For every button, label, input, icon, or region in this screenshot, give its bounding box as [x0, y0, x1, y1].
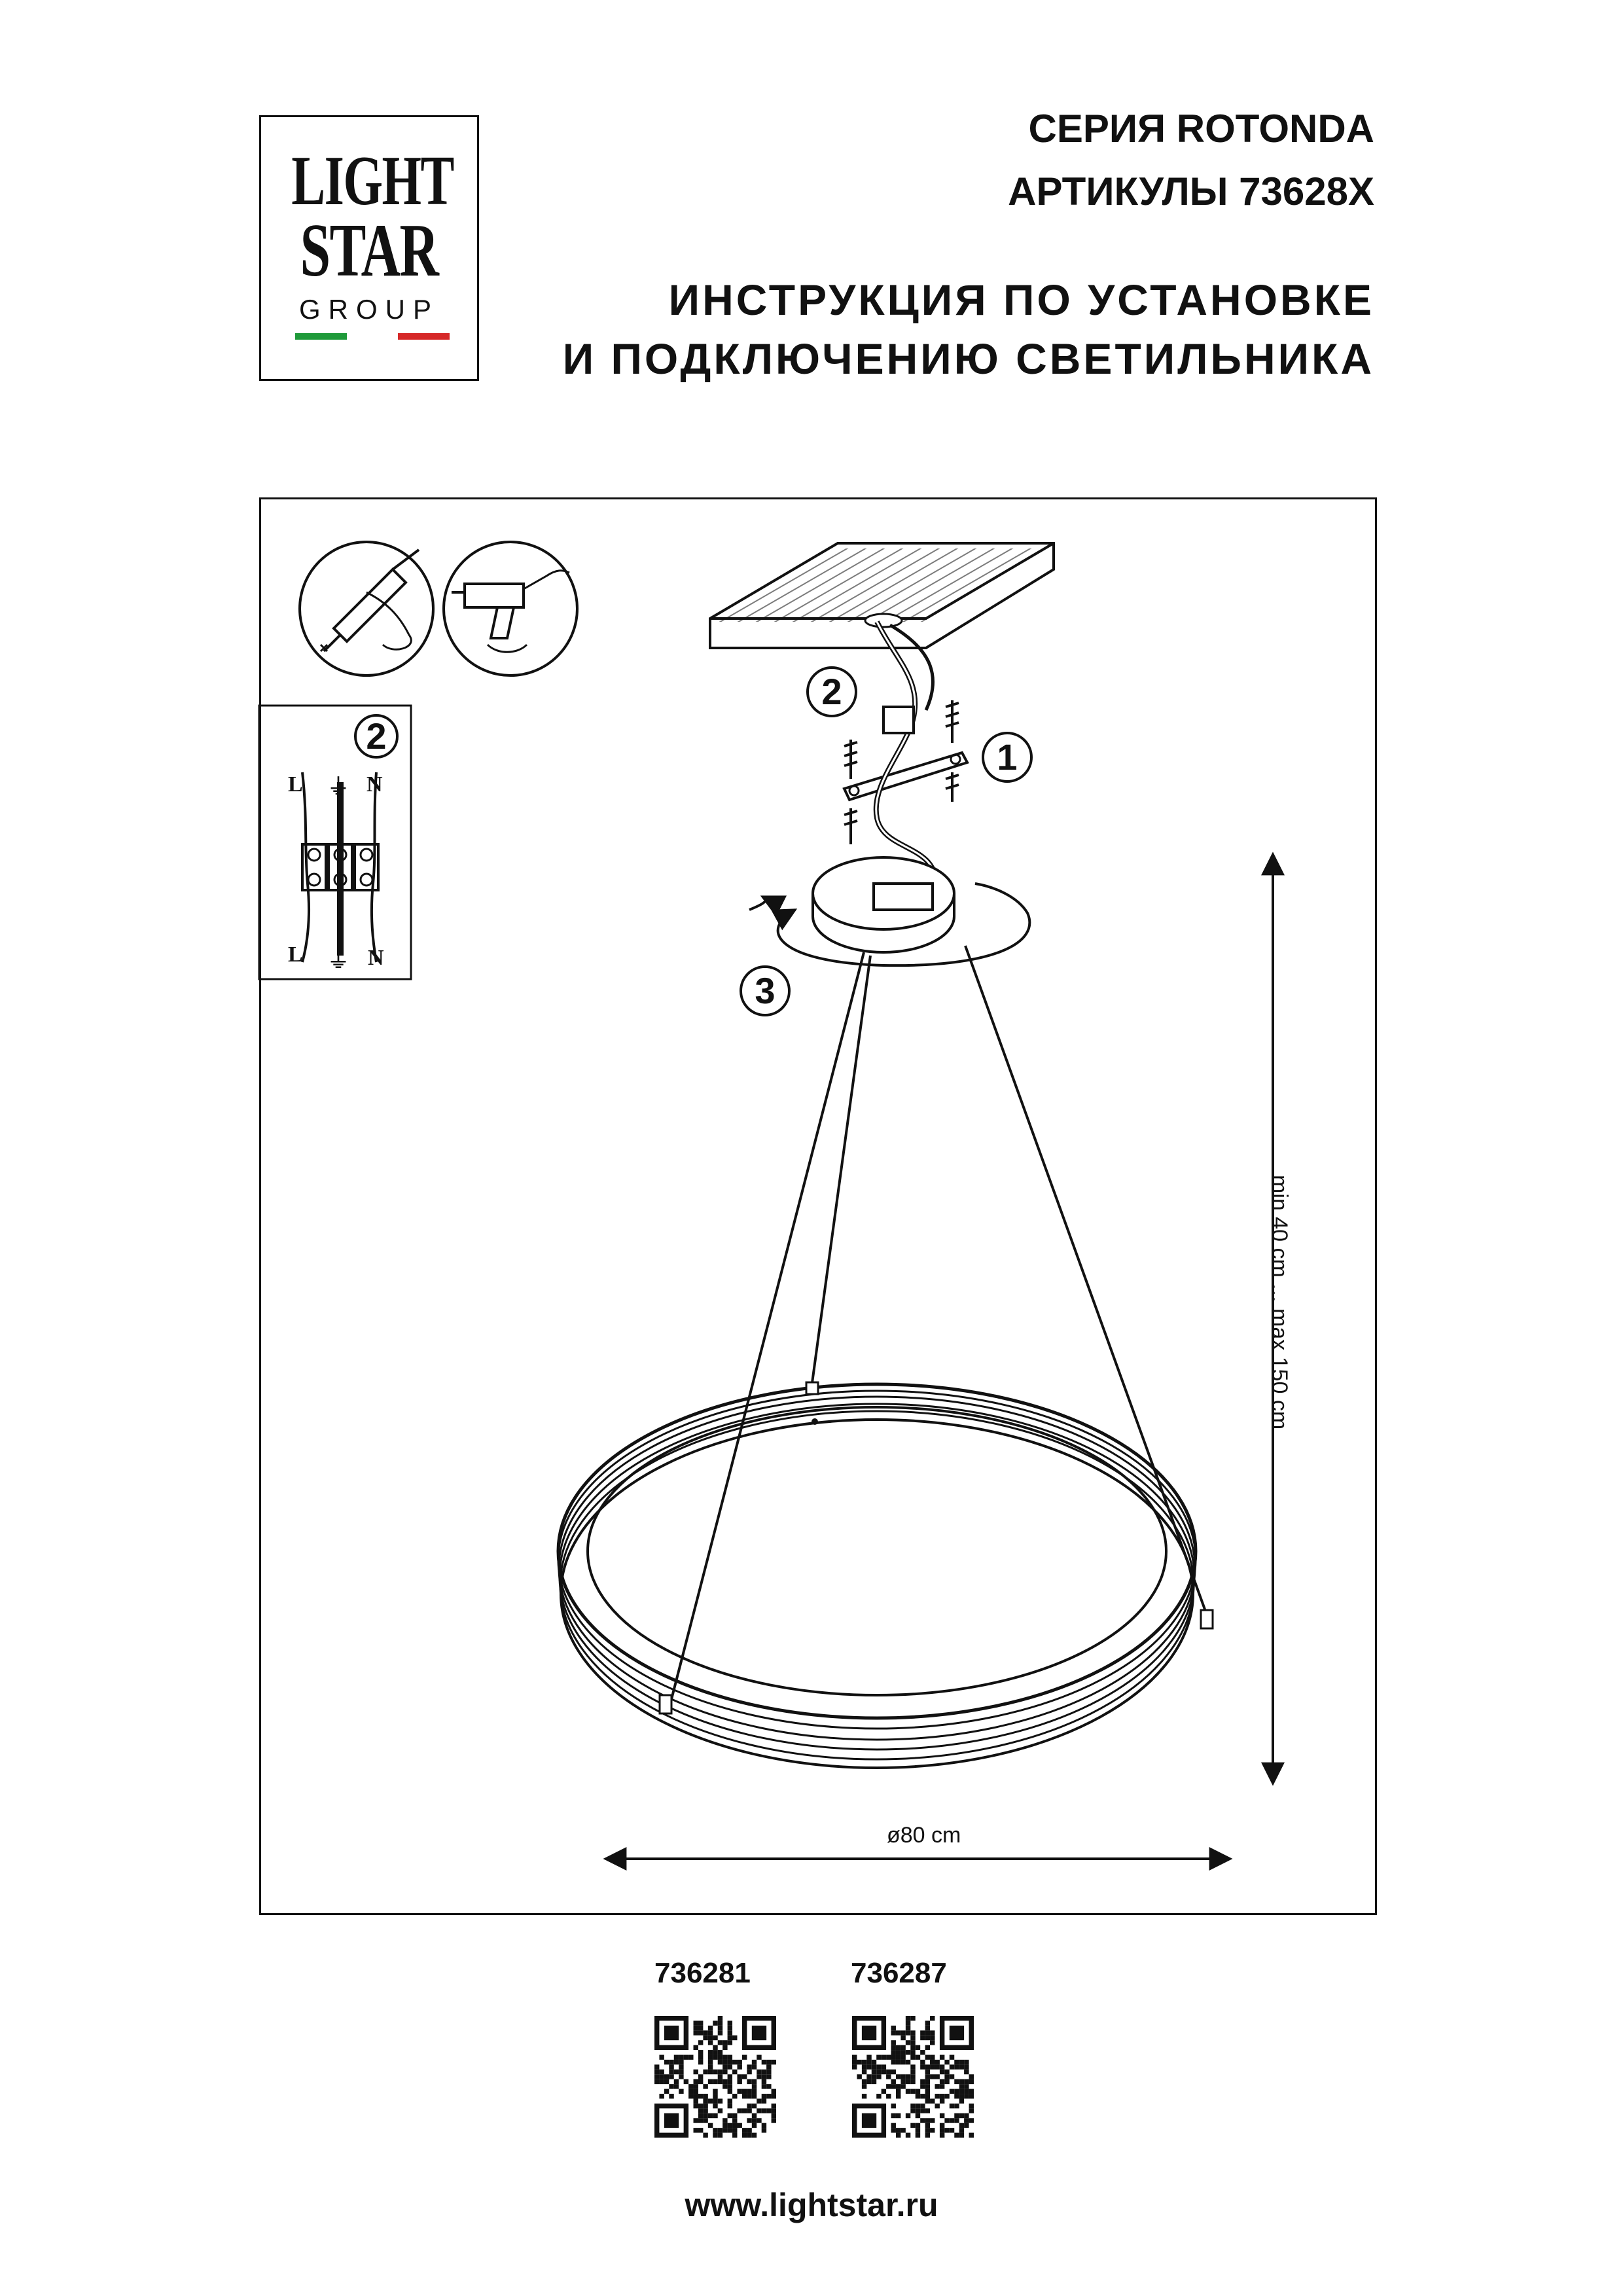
product-code-2: 736287: [851, 1957, 947, 1989]
logo-text-star: STAR: [300, 209, 438, 293]
step-badge-1: 1: [982, 732, 1033, 783]
height-dimension-label: min 40 cm ... max 150 cm: [1267, 1175, 1292, 1430]
led-ring-fixture: [558, 1382, 1213, 1768]
wiring-label-earth-bottom: ⏚: [327, 948, 349, 973]
website-link[interactable]: www.lightstar.ru: [685, 2187, 938, 2223]
logo-text-group: GROUP: [298, 294, 439, 325]
wiring-label-n-top: N: [366, 772, 383, 797]
drill-icon: [444, 542, 577, 675]
ceiling-canopy: [749, 857, 1029, 965]
wiring-label-earth-top: ⏚: [327, 775, 349, 800]
diameter-dimension-label: ø80 cm: [887, 1823, 961, 1848]
logo-text-light: LIGHT: [291, 142, 454, 220]
power-cable: [876, 622, 936, 884]
wiring-step-badge: 2: [366, 715, 387, 757]
series-title: СЕРИЯ ROTONDA: [1028, 107, 1374, 151]
wiring-label-l-top: L: [288, 772, 303, 797]
suspension-cables: [671, 946, 1207, 1702]
qr-code-icon: [852, 2016, 974, 2138]
product-code-1: 736281: [654, 1957, 751, 1989]
qr-code-icon: [654, 2016, 776, 2138]
instruction-heading-line2: И ПОДКЛЮЧЕНИЮ СВЕТИЛЬНИКА: [562, 334, 1374, 383]
wiring-label-l-bottom: L: [288, 942, 303, 967]
wiring-label-n-bottom: N: [368, 946, 384, 970]
screwdriver-icon: [300, 542, 433, 675]
articles-title: АРТИКУЛЫ 73628X: [1008, 170, 1374, 213]
step-badge-2: 2: [806, 666, 857, 717]
instruction-heading-line1: ИНСТРУКЦИЯ ПО УСТАНОВКЕ: [668, 276, 1374, 324]
step-badge-3: 3: [740, 965, 791, 1016]
